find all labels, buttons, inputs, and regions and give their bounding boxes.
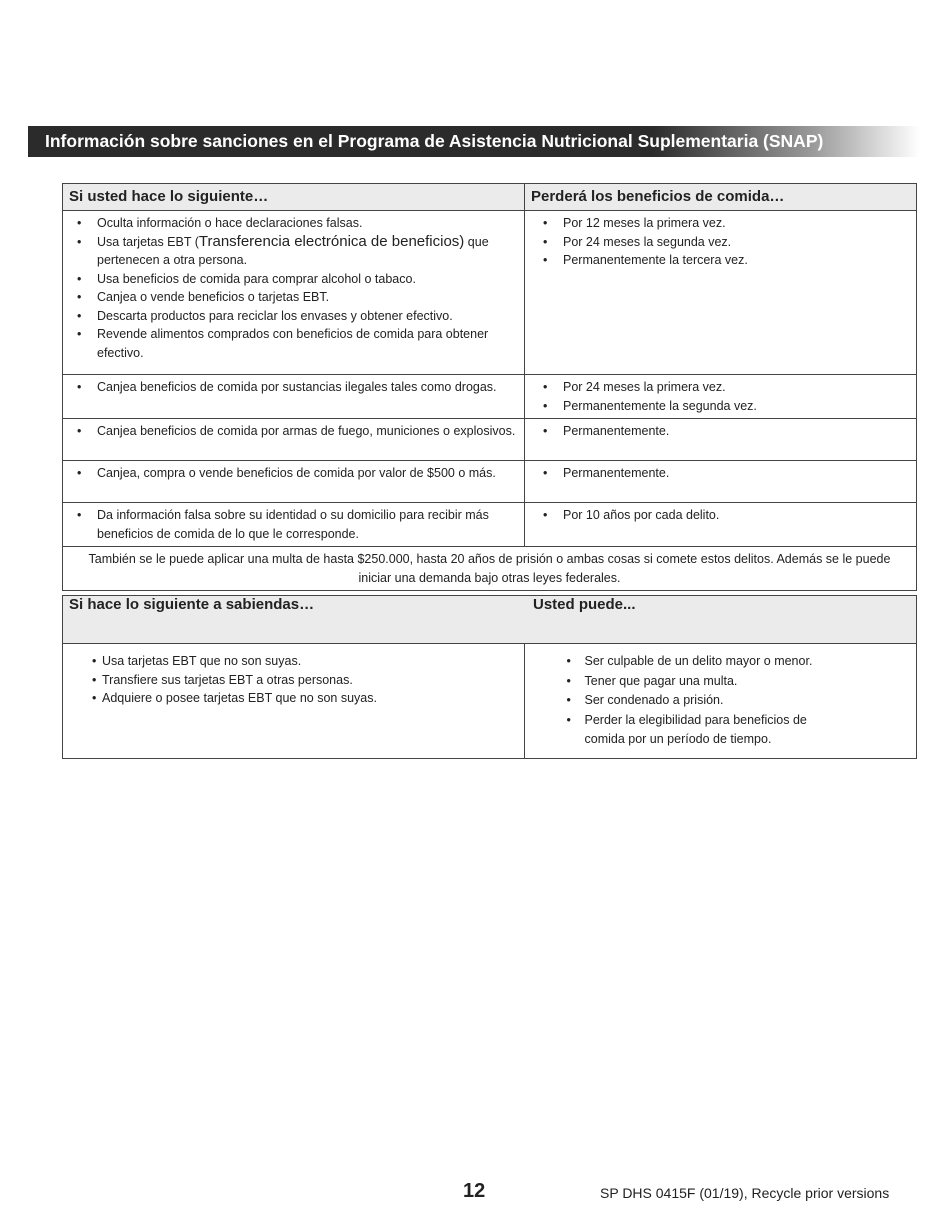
list-item: • Canjea o vende beneficios o tarjetas EBT. — [71, 288, 516, 307]
row-actions-cell — [63, 211, 525, 375]
list-item: • Oculta información o hace declaraciones falsas. — [71, 214, 516, 233]
row-penalty-cell — [525, 375, 917, 419]
list-item: • Por 24 meses la primera vez. — [533, 378, 908, 397]
table-row — [63, 461, 917, 503]
list-item-text: que pertenecen a otra persona. — [97, 234, 489, 267]
header-knowing-actions: Si hace lo siguiente a sabiendas… — [63, 596, 525, 644]
table-row — [63, 503, 917, 547]
row-penalty-cell — [525, 503, 917, 547]
page-number: 12 — [463, 1180, 486, 1202]
list-item — [69, 671, 518, 690]
header-consequences: Usted puede... — [524, 596, 917, 644]
list-item: • Revende alimentos comprados con beneficios de comida para obtener efectivo. — [71, 325, 516, 362]
list-item: • Descarta productos para reciclar los envases y obtener efectivo. — [71, 307, 516, 326]
table-row — [63, 419, 917, 461]
list-item — [69, 689, 518, 708]
list-item: • Por 10 años por cada delito. — [533, 506, 908, 525]
knowing-actions-table — [62, 595, 917, 759]
penalty-note: También se le puede aplicar una multa de hasta $250.000, hasta 20 años de prisión o ambas cosas si comete estos delitos. Además se le puede iniciar una demanda bajo otras leyes federales. — [63, 547, 917, 591]
list-item-text: Adquiere o posee tarjetas EBT que no son suyas. — [102, 691, 377, 705]
list-item: • Permanentemente. — [533, 464, 908, 483]
list-item: • Canjea, compra o vende beneficios de comida por valor de $500 o más. — [71, 464, 516, 483]
list-item — [71, 233, 516, 270]
list-item-text: Transfiere sus tarjetas EBT a otras personas. — [102, 672, 353, 687]
header-penalties: Perderá los beneficios de comida… — [525, 184, 917, 211]
list-item: • Canjea beneficios de comida por sustancias ilegales tales como drogas. — [71, 378, 516, 397]
list-item: • Permanentemente la tercera vez. — [533, 251, 908, 270]
list-item: • Canjea beneficios de comida por armas de fuego, municiones o explosivos. — [71, 422, 516, 441]
list-item: • Por 24 meses la segunda vez. — [533, 233, 908, 252]
list-item: • Por 12 meses la primera vez. — [533, 214, 908, 233]
table-row — [63, 644, 917, 759]
table-row — [63, 375, 917, 419]
form-id: SP DHS 0415F (01/19), Recycle prior versions — [600, 1185, 890, 1201]
header-actions: Si usted hace lo siguiente… — [63, 184, 525, 211]
table-header-row — [63, 184, 917, 211]
row-penalty-cell — [525, 461, 917, 503]
list-item-text: Usa tarjetas EBT ( — [97, 234, 199, 249]
row-actions-cell — [63, 503, 525, 547]
list-item — [69, 652, 518, 671]
list-item: • Ser culpable de un delito mayor o menor. — [531, 652, 911, 672]
section-banner: Información sobre sanciones en el Programa de Asistencia Nutricional Suplementaria (SNAP) — [28, 126, 920, 157]
table-row — [63, 211, 917, 375]
list-item: • Perder la elegibilidad para beneficios de comida por un período de tiempo. — [531, 711, 911, 750]
list-item: • Da información falsa sobre su identidad o su domicilio para recibir más beneficios de comida de lo que le corresponde. — [71, 506, 516, 543]
list-item: • Ser condenado a prisión. — [531, 691, 911, 711]
row-penalty-cell — [525, 211, 917, 375]
list-item: • Permanentemente. — [533, 422, 908, 441]
list-item: • Tener que pagar una multa. — [531, 672, 911, 692]
row-penalty-cell — [525, 419, 917, 461]
list-item-text: Usa tarjetas EBT que no son suyas. — [102, 654, 302, 668]
sanctions-table — [62, 183, 917, 591]
row-actions-cell — [63, 461, 525, 503]
row-actions-cell — [63, 375, 525, 419]
knowing-actions-cell — [63, 644, 525, 759]
row-actions-cell — [63, 419, 525, 461]
list-item-text-emphasis: Transferencia electrónica de beneficios) — [198, 232, 465, 250]
list-item: • Usa beneficios de comida para comprar alcohol o tabaco. — [71, 270, 516, 289]
list-item: • Permanentemente la segunda vez. — [533, 397, 908, 416]
table-note-row — [63, 547, 917, 591]
consequences-cell — [524, 644, 917, 759]
table-header-row — [63, 596, 917, 644]
